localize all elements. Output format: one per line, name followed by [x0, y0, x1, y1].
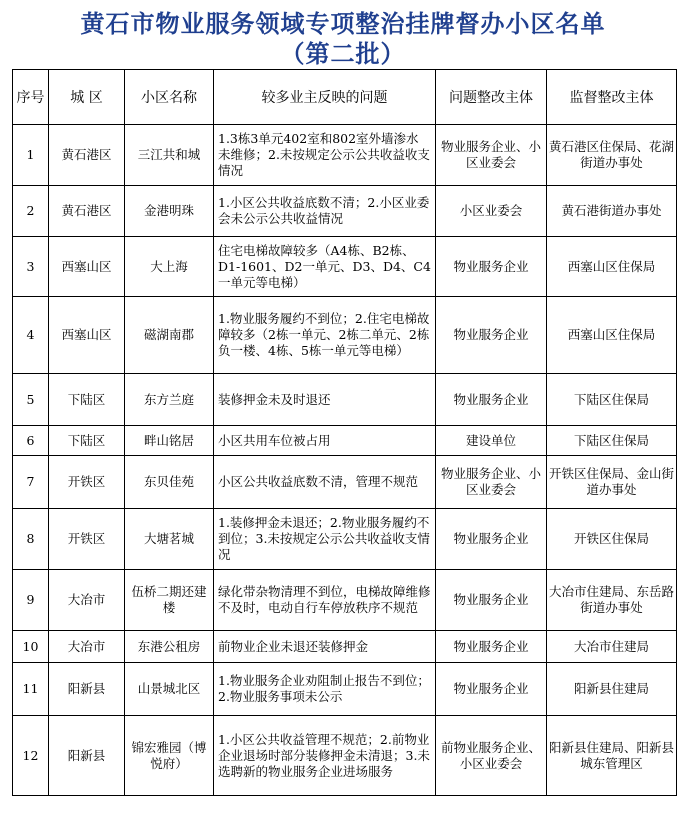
header-district: 城 区: [49, 70, 125, 125]
row-district: 下陆区: [49, 426, 125, 456]
row-no: 9: [13, 570, 49, 631]
row-community-name: 伍桥二期还建楼: [125, 570, 214, 631]
row-no: 1: [13, 125, 49, 186]
row-rectify-party: 建设单位: [436, 426, 547, 456]
table-row: [13, 631, 677, 663]
row-supervise-party: 黄石港区住保局、花湖街道办事处: [547, 125, 677, 186]
row-district: 黄石港区: [49, 125, 125, 186]
row-issue: 小区公共收益底数不清，管理不规范: [214, 456, 436, 509]
table-row: [13, 509, 677, 570]
row-rectify-party: 前物业服务企业、小区业委会: [436, 716, 547, 796]
row-issue: 住宅电梯故障较多（A4栋、B2栋、D1-1601、D2一单元、D3、D4、C4一单元等电梯）: [214, 237, 436, 297]
row-supervise-party: 下陆区住保局: [547, 426, 677, 456]
document-title: 黄石市物业服务领域专项整治挂牌督办小区名单: [80, 9, 606, 38]
row-rectify-party: 物业服务企业: [436, 663, 547, 716]
row-no: 7: [13, 456, 49, 509]
row-district: 下陆区: [49, 374, 125, 426]
table-row: [13, 570, 677, 631]
row-supervise-party: 大冶市住建局、东岳路街道办事处: [547, 570, 677, 631]
row-no: 12: [13, 716, 49, 796]
row-supervise-party: 阳新县住建局: [547, 663, 677, 716]
table-row: [13, 426, 677, 456]
row-district: 大冶市: [49, 570, 125, 631]
row-issue: 小区共用车位被占用: [214, 426, 436, 456]
row-no: 4: [13, 297, 49, 374]
header-rectify-party: 问题整改主体: [436, 70, 547, 125]
row-supervise-party: 黄石港街道办事处: [547, 186, 677, 237]
row-no: 10: [13, 631, 49, 663]
row-no: 6: [13, 426, 49, 456]
table-row: [13, 186, 677, 237]
row-community-name: 东贝佳苑: [125, 456, 214, 509]
row-rectify-party: 物业服务企业: [436, 631, 547, 663]
row-district: 大冶市: [49, 631, 125, 663]
row-community-name: 三江共和城: [125, 125, 214, 186]
row-community-name: 大塘茗城: [125, 509, 214, 570]
row-no: 3: [13, 237, 49, 297]
row-rectify-party: 物业服务企业: [436, 237, 547, 297]
row-community-name: 金港明珠: [125, 186, 214, 237]
row-issue: 1.小区公共收益底数不清；2.小区业委会未公示公共收益情况: [214, 186, 436, 237]
row-issue: 1.物业服务企业劝阻制止报告不到位；2.物业服务事项未公示: [214, 663, 436, 716]
row-issue: 1.小区公共收益管理不规范；2.前物业企业退场时部分装修押金未清退；3.未选聘新的物业服务企业进场服务: [214, 716, 436, 796]
row-issue: 1.3栋3单元402室和802室外墙渗水未维修；2.未按规定公示公共收益收支情况: [214, 125, 436, 186]
table-row: [13, 663, 677, 716]
header-community-name: 小区名称: [125, 70, 214, 125]
row-issue: 装修押金未及时退还: [214, 374, 436, 426]
row-district: 阳新县: [49, 663, 125, 716]
row-rectify-party: 物业服务企业、小区业委会: [436, 456, 547, 509]
row-supervise-party: 开铁区住保局、金山街道办事处: [547, 456, 677, 509]
header-no: 序号: [13, 70, 49, 125]
row-community-name: 畔山铭居: [125, 426, 214, 456]
row-rectify-party: 小区业委会: [436, 186, 547, 237]
row-issue: 1.装修押金未退还；2.物业服务履约不到位；3.未按规定公示公共收益收支情况: [214, 509, 436, 570]
row-issue: 前物业企业未退还装修押金: [214, 631, 436, 663]
table-row: [13, 716, 677, 796]
row-district: 西塞山区: [49, 297, 125, 374]
row-community-name: 东港公租房: [125, 631, 214, 663]
table-row: [13, 125, 677, 186]
row-no: 2: [13, 186, 49, 237]
table-row: [13, 456, 677, 509]
row-issue: 绿化带杂物清理不到位，电梯故障维修不及时，电动自行车停放秩序不规范: [214, 570, 436, 631]
row-district: 开铁区: [49, 509, 125, 570]
row-supervise-party: 西塞山区住保局: [547, 297, 677, 374]
row-rectify-party: 物业服务企业: [436, 570, 547, 631]
row-rectify-party: 物业服务企业、小区业委会: [436, 125, 547, 186]
row-supervise-party: 阳新县住建局、阳新县城东管理区: [547, 716, 677, 796]
row-rectify-party: 物业服务企业: [436, 297, 547, 374]
row-district: 黄石港区: [49, 186, 125, 237]
row-no: 11: [13, 663, 49, 716]
table-row: [13, 237, 677, 297]
row-supervise-party: 开铁区住保局: [547, 509, 677, 570]
row-district: 开铁区: [49, 456, 125, 509]
table-row: [13, 297, 677, 374]
row-community-name: 锦宏雅园（博悦府）: [125, 716, 214, 796]
row-rectify-party: 物业服务企业: [436, 374, 547, 426]
header-supervise-party: 监督整改主体: [547, 70, 677, 125]
row-community-name: 大上海: [125, 237, 214, 297]
table-header-row: [13, 70, 677, 125]
row-community-name: 磁湖南郡: [125, 297, 214, 374]
row-district: 西塞山区: [49, 237, 125, 297]
supervision-list-table: [12, 69, 677, 796]
table-row: [13, 374, 677, 426]
row-rectify-party: 物业服务企业: [436, 509, 547, 570]
row-supervise-party: 西塞山区住保局: [547, 237, 677, 297]
row-issue: 1.物业服务履约不到位；2.住宅电梯故障较多（2栋一单元、2栋二单元、2栋负一楼、4栋、5栋一单元等电梯）: [214, 297, 436, 374]
row-district: 阳新县: [49, 716, 125, 796]
row-community-name: 山景城北区: [125, 663, 214, 716]
row-no: 8: [13, 509, 49, 570]
document-subtitle: （第二批）: [280, 39, 406, 68]
row-community-name: 东方兰庭: [125, 374, 214, 426]
row-no: 5: [13, 374, 49, 426]
row-supervise-party: 大冶市住建局: [547, 631, 677, 663]
header-issue: 较多业主反映的问题: [214, 70, 436, 125]
row-supervise-party: 下陆区住保局: [547, 374, 677, 426]
